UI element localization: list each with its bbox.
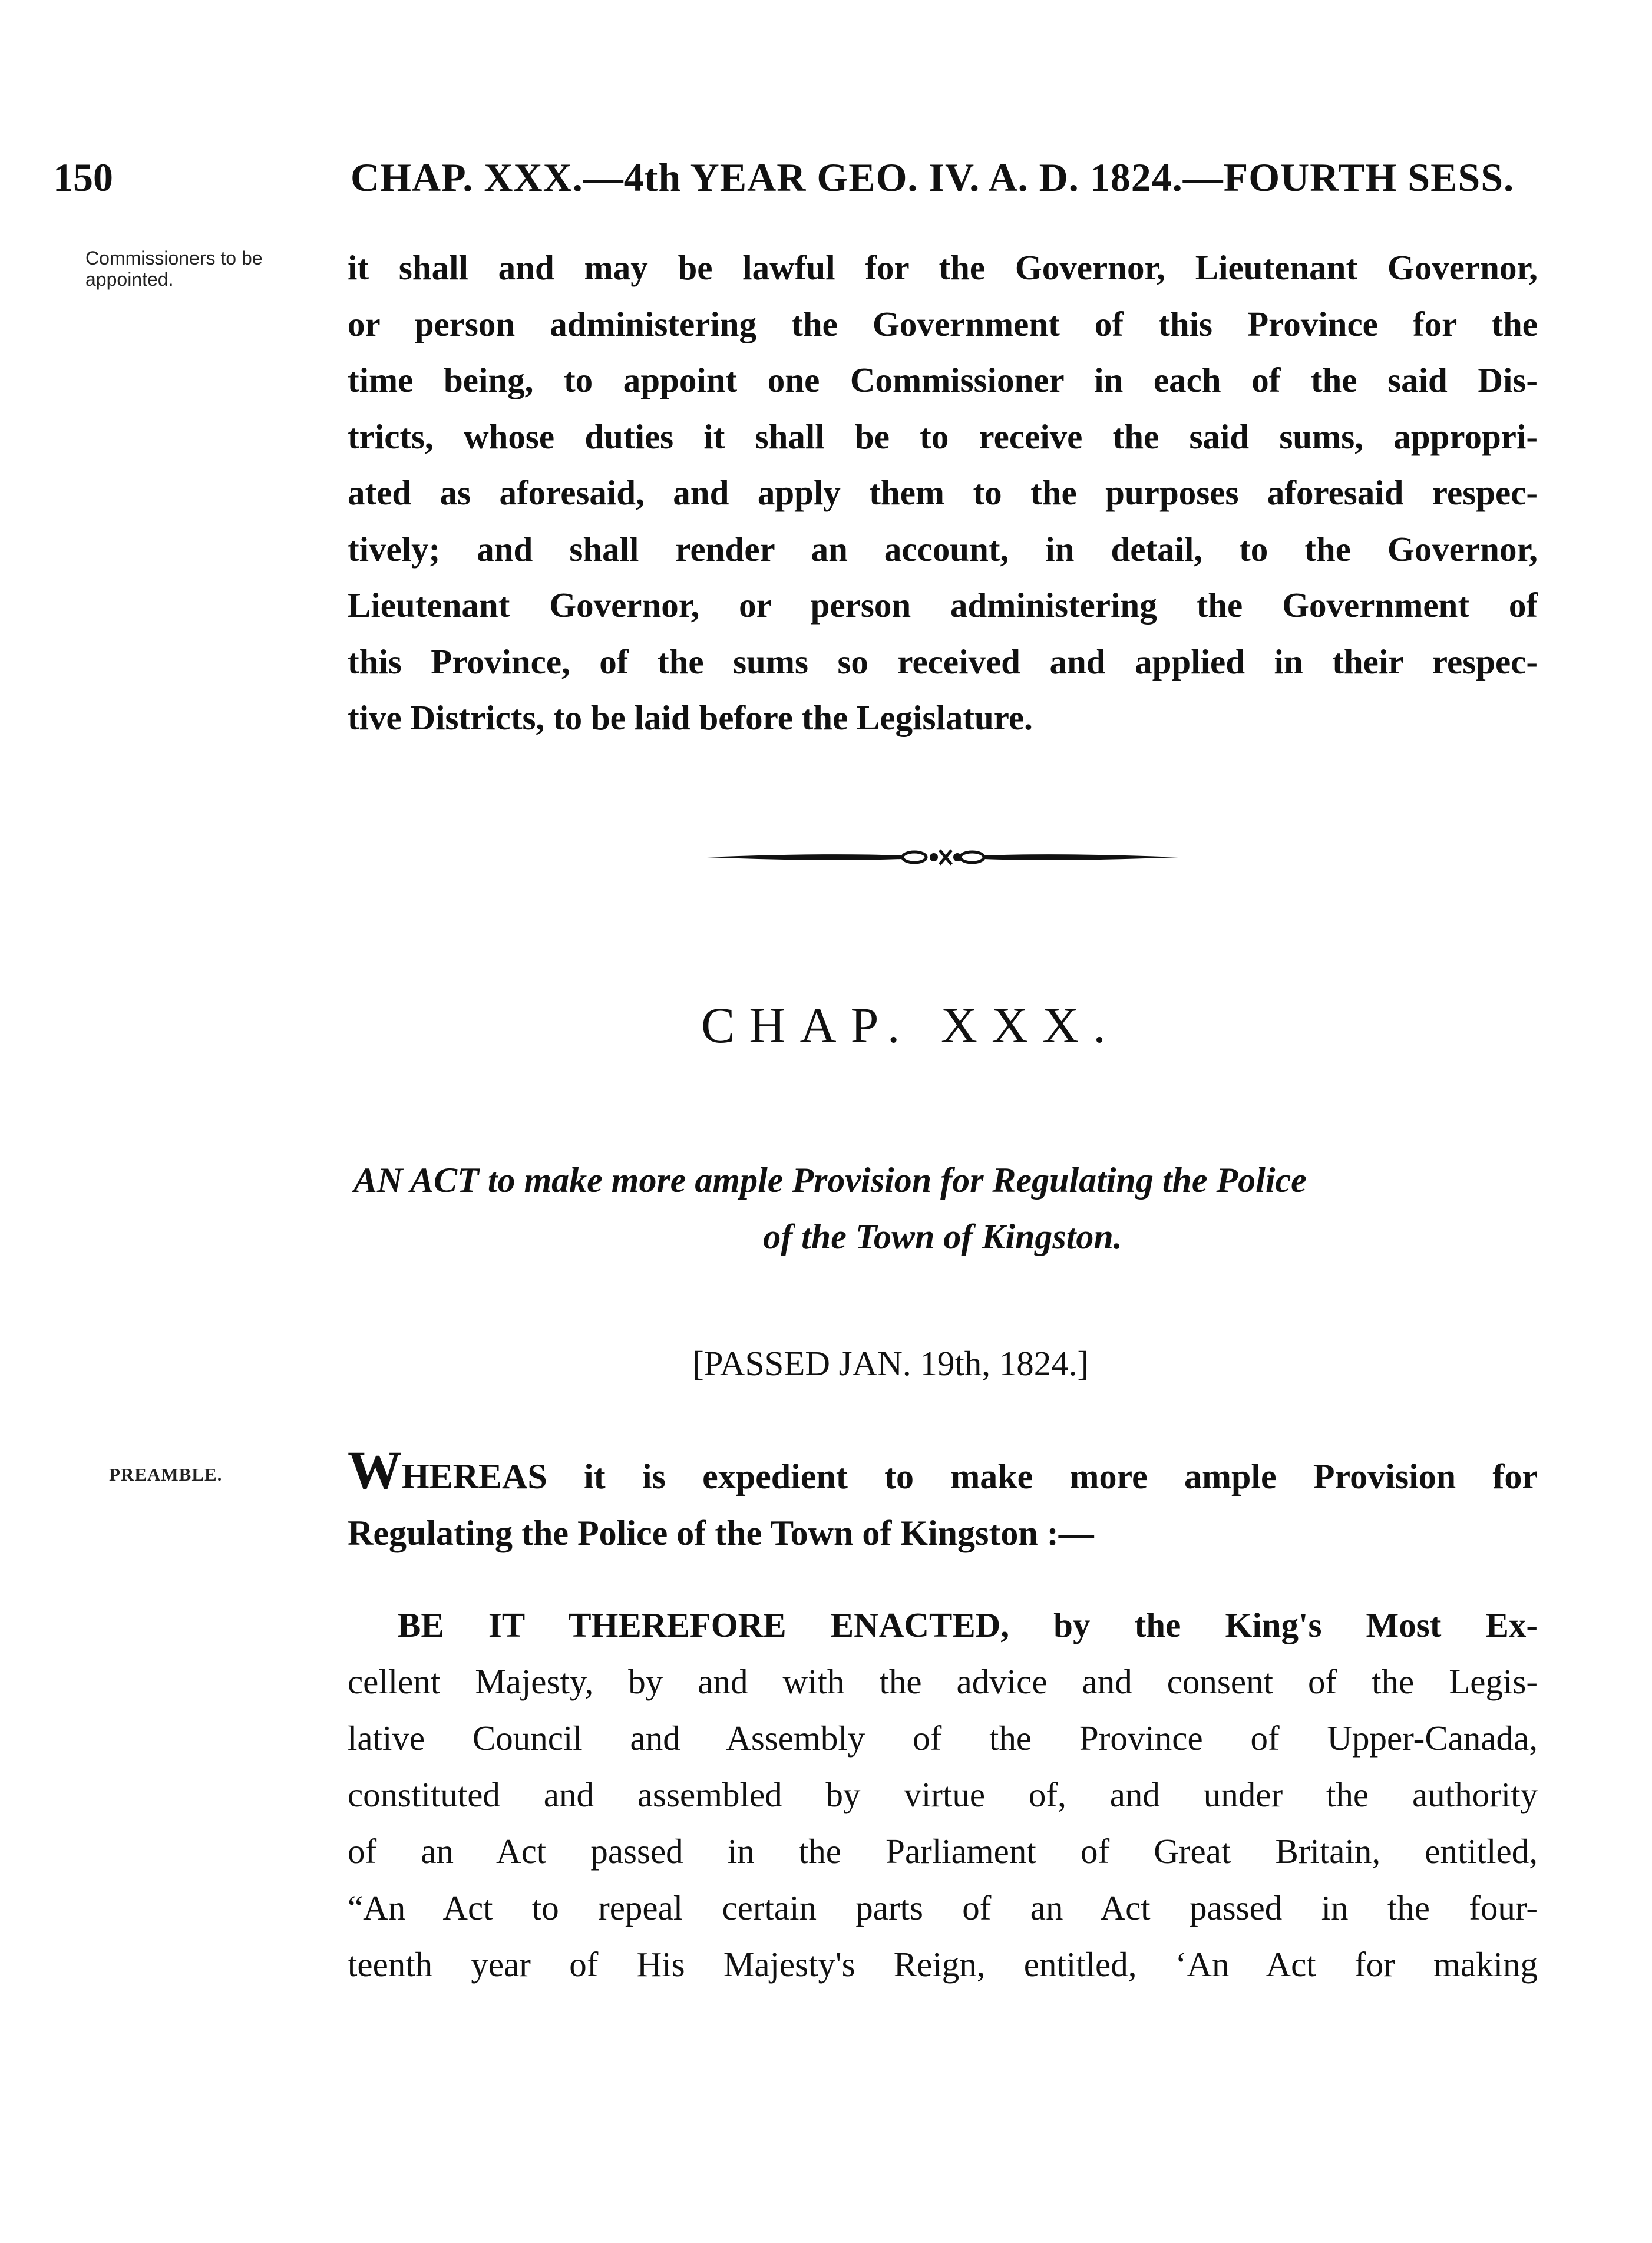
text-line: “An Act to repeal certain parts of an Act passed in the four- [348,1888,1538,1927]
act-title-line: of the Town of Kingston. [763,1217,1122,1256]
margin-note-preamble: PREAMBLE. [109,1464,223,1485]
page-number: 150 [53,155,113,200]
ornament-divider [707,840,1178,875]
text-line: Lieutenant Governor, or person administering the Government of [348,586,1538,625]
act-title-line: AN ACT to make more ample Provision for Regulating the Police [353,1161,1307,1200]
text-line: tive Districts, to be laid before the Legislature. [348,698,1033,737]
margin-note-commissioners: Commissioners to be appointed. [85,247,263,290]
passed-date: [PASSED JAN. 19th, 1824.] [692,1344,1089,1383]
text-line [348,1440,1538,1505]
text-line: tively; and shall render an account, in detail, to the Governor, [348,529,1538,569]
text-line: BE IT THEREFORE ENACTED, by the King's Most Ex- [398,1606,1538,1644]
preamble-paragraph [348,1440,1538,1561]
text-line: it shall and may be lawful for the Governor, Lieutenant Governor, [348,248,1538,287]
text-line: Regulating the Police of the Town of Kingston :— [348,1514,1094,1552]
page-header [53,154,1538,207]
preamble-text: HEREAS it is expedient to make more ample Provision for [402,1457,1538,1496]
text-line: lative Council and Assembly of the Province of Upper-Canada, [348,1719,1538,1758]
text-line: teenth year of His Majesty's Reign, entitled, ‘An Act for making [348,1945,1538,1984]
text-line: tricts, whose duties it shall be to receive the said sums, appropri- [348,417,1538,456]
text-line: ated as aforesaid, and apply them to the purposes aforesaid respec- [348,473,1538,512]
enacting-paragraph [348,1597,1538,1993]
running-head: CHAP. XXX.—4th YEAR GEO. IV. A. D. 1824.—FOURTH SESS. [351,155,1515,200]
text-line: of an Act passed in the Parliament of Great Britain, entitled, [348,1832,1538,1871]
drop-cap: W [348,1440,402,1500]
text-line: or person administering the Government of this Province for the [348,304,1538,343]
text-line: constituted and assembled by virtue of, and under the authority [348,1775,1538,1814]
chapter-title: CHAP. XXX. [701,997,1120,1053]
act-title [348,1152,1538,1265]
section-paragraph [348,240,1538,746]
text-line: time being, to appoint one Commissioner in each of the said Dis- [348,361,1538,399]
text-line: cellent Majesty, by and with the advice and consent of the Legis- [348,1662,1538,1701]
text-line: this Province, of the sums so received and applied in their respec- [348,642,1538,681]
